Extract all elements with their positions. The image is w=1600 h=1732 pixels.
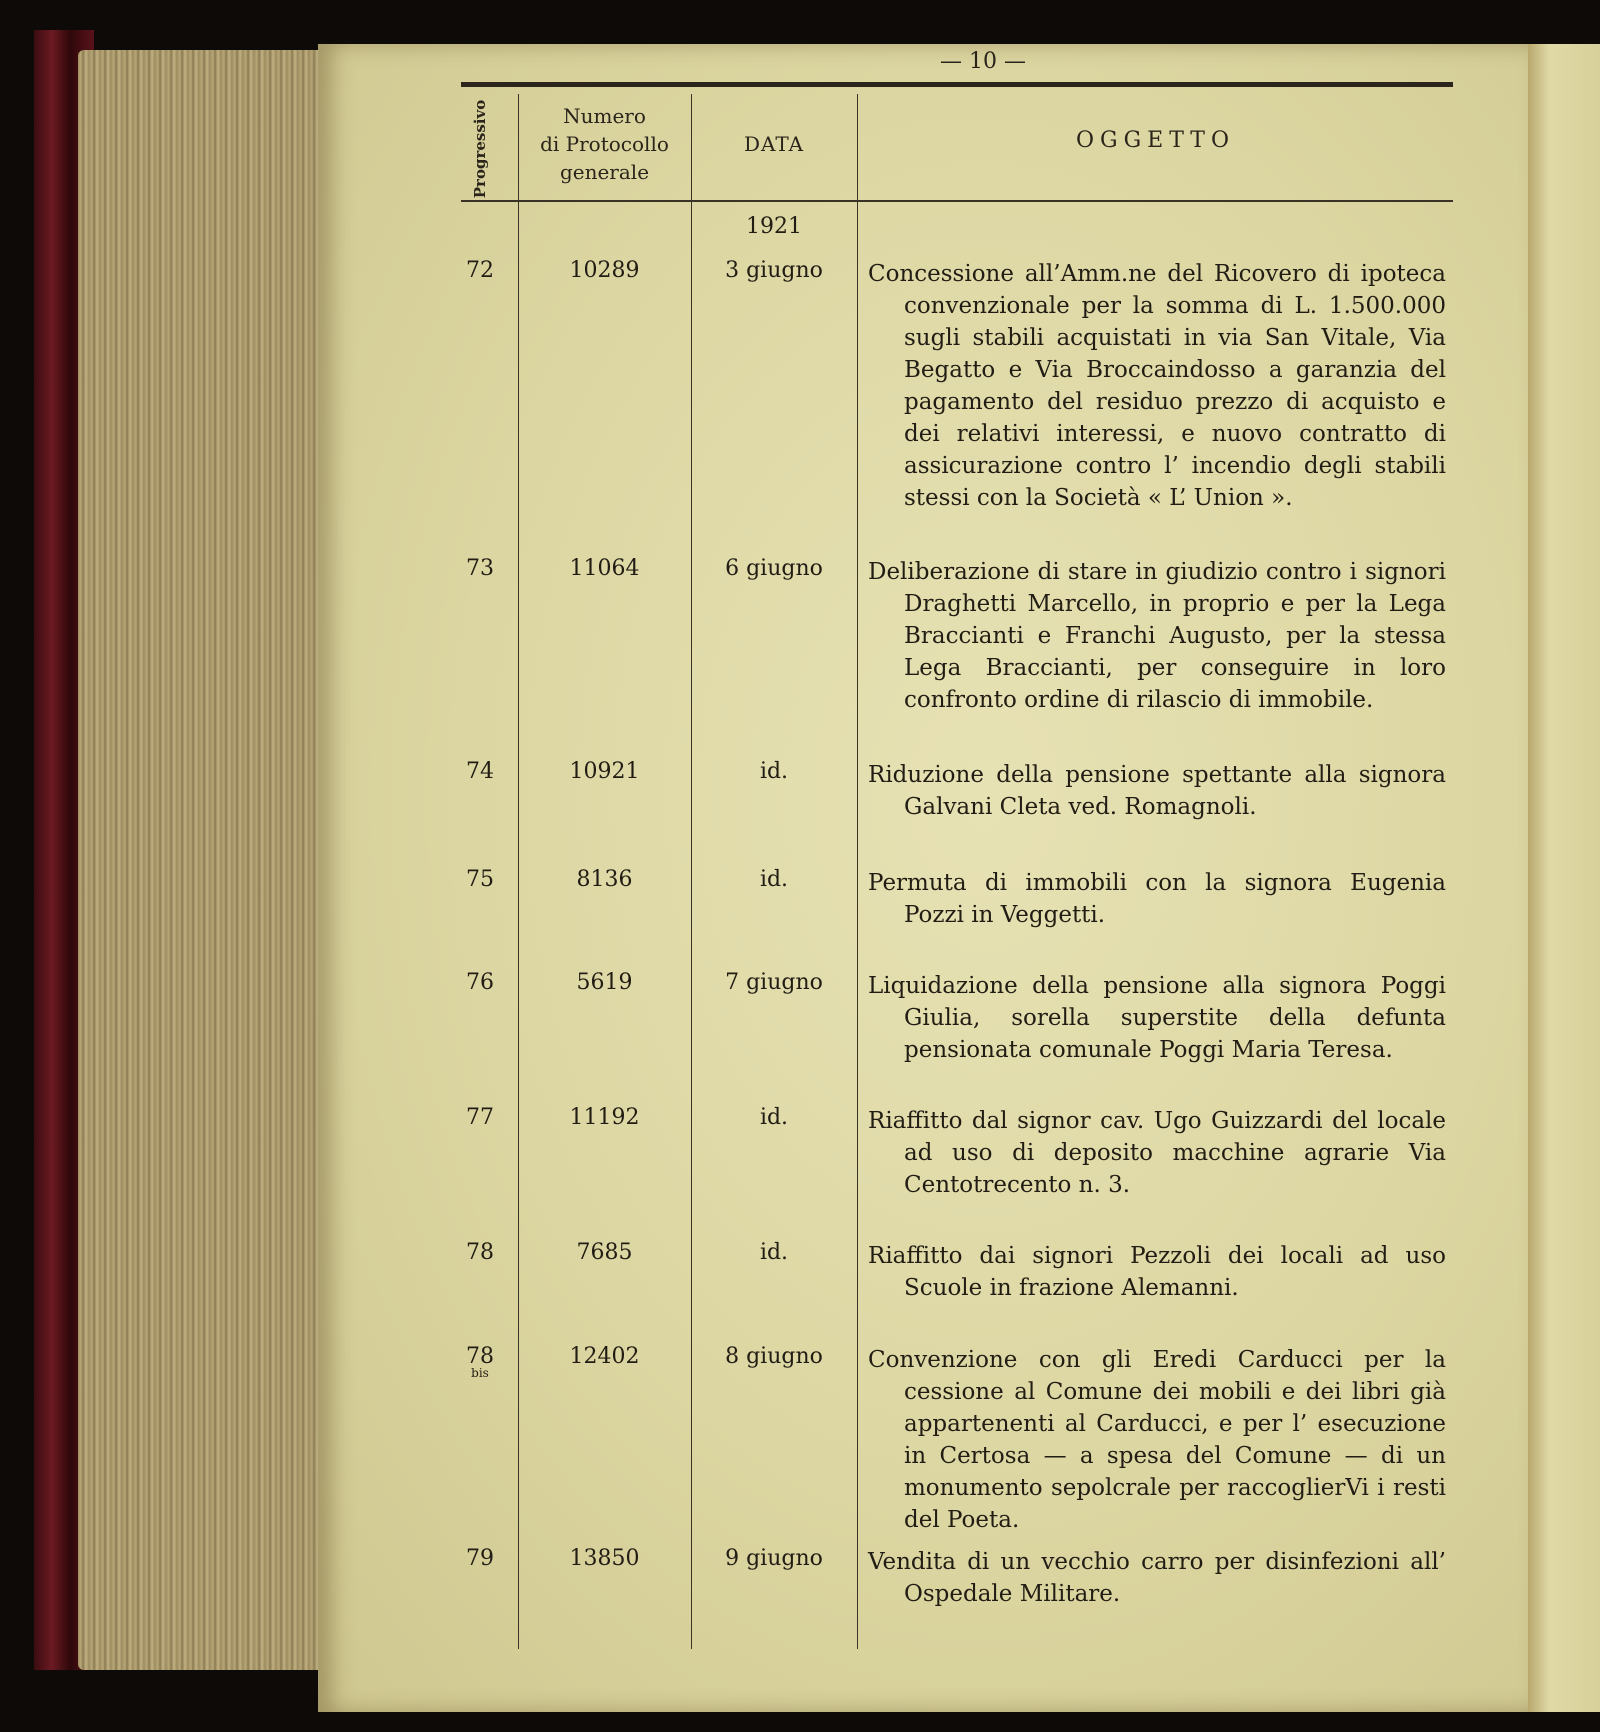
entry-date: id. <box>759 1105 789 1130</box>
entry-date: id. <box>759 759 789 784</box>
protocol-number: 10921 <box>569 759 640 784</box>
year-label: 1921 <box>746 214 802 239</box>
progressive-number: 76 <box>466 970 494 995</box>
header-rule <box>461 200 1453 202</box>
entry-date: id. <box>759 1240 789 1265</box>
protocol-number: 8136 <box>576 867 633 892</box>
page-edges <box>78 50 328 1670</box>
protocol-number: 13850 <box>569 1546 640 1571</box>
protocol-number: 11064 <box>569 556 640 581</box>
entry-date: 3 giugno <box>725 258 823 283</box>
header-date: DATA <box>743 132 805 156</box>
facing-page-edge <box>1528 44 1600 1712</box>
entry-subject: Riaffitto dal signor cav. Ugo Guizzardi del locale ad uso di deposito macchine agrarie Via Centotrecento n. 3. <box>868 1108 1446 1198</box>
entry-subject: Convenzione con gli Eredi Carducci per la cessione al Comune dei mobili e dei libri già appartenenti al Carducci, e per l’ esecuzione in Certosa — a spesa del Comune — di un monumento sepolcrale per raccoglierVi i resti del Poeta. <box>868 1347 1446 1533</box>
protocol-number: 11192 <box>569 1105 640 1130</box>
entry-subject: Deliberazione di stare in giudizio contro i signori Draghetti Marcello, in proprio e per la Lega Braccianti e Franchi Augusto, per la stessa Lega Braccianti, per conseguire in loro confronto ordine di rilascio di immobile. <box>868 559 1446 713</box>
protocol-number: 5619 <box>576 970 633 995</box>
column-divider <box>857 94 858 1649</box>
progressive-number: 74 <box>466 759 494 784</box>
progressive-number: 78 bis <box>442 1344 518 1379</box>
progressive-number: 78 <box>466 1240 494 1265</box>
progressive-number: 79 <box>466 1546 494 1571</box>
header-protocol-line: Numero <box>563 104 646 128</box>
page-number: — 10 — <box>940 49 1026 74</box>
top-rule <box>461 82 1453 87</box>
entry-subject: Riaffitto dai signori Pezzoli dei locali ad uso Scuole in frazione Alemanni. <box>868 1243 1446 1301</box>
entry-subject: Liquidazione della pensione alla signora Poggi Giulia, sorella superstite della defunta pensionata comunale Poggi Maria Teresa. <box>868 973 1446 1063</box>
progressive-number: 75 <box>466 867 494 892</box>
entry-subject: Permuta di immobili con la signora Eugenia Pozzi in Veggetti. <box>868 870 1446 928</box>
protocol-number: 10289 <box>569 258 640 283</box>
protocol-number: 7685 <box>576 1240 633 1265</box>
entry-date: id. <box>759 867 789 892</box>
header-protocol-line: di Protocollo <box>540 132 669 156</box>
progressive-number: 73 <box>466 556 494 581</box>
entry-subject: Concessione all’Amm.ne del Ricovero di ipoteca convenzionale per la somma di L. 1.500.000 sugli stabili acquistati in via San Vitale, Via Begatto e Via Broccaindosso a garanzia del pagamento del residuo prezzo di acquisto e dei relativi interessi, e nuovo contratto di assicurazione contro l’ incendio degli stabili stessi con la Società « L’ Union ». <box>868 261 1446 511</box>
progressive-number: 77 <box>466 1105 494 1130</box>
header-progressive <box>442 99 518 199</box>
entry-date: 9 giugno <box>725 1546 823 1571</box>
entry-subject: Vendita di un vecchio carro per disinfezioni all’ Ospedale Militare. <box>868 1549 1446 1607</box>
book-page <box>318 44 1528 1712</box>
header-protocol-number <box>518 102 691 186</box>
header-protocol-line: generale <box>559 160 650 184</box>
entry-subject: Riduzione della pensione spettante alla signora Galvani Cleta ved. Romagnoli. <box>868 762 1446 820</box>
entry-date: 8 giugno <box>725 1344 823 1369</box>
protocol-number: 12402 <box>569 1344 640 1369</box>
bis-suffix: bis <box>471 1366 489 1380</box>
header-progressive-label: Progressivo <box>471 99 489 199</box>
entry-date: 6 giugno <box>725 556 823 581</box>
header-subject: OGGETTO <box>1075 128 1236 153</box>
progressive-number: 72 <box>466 258 494 283</box>
entry-date: 7 giugno <box>725 970 823 995</box>
